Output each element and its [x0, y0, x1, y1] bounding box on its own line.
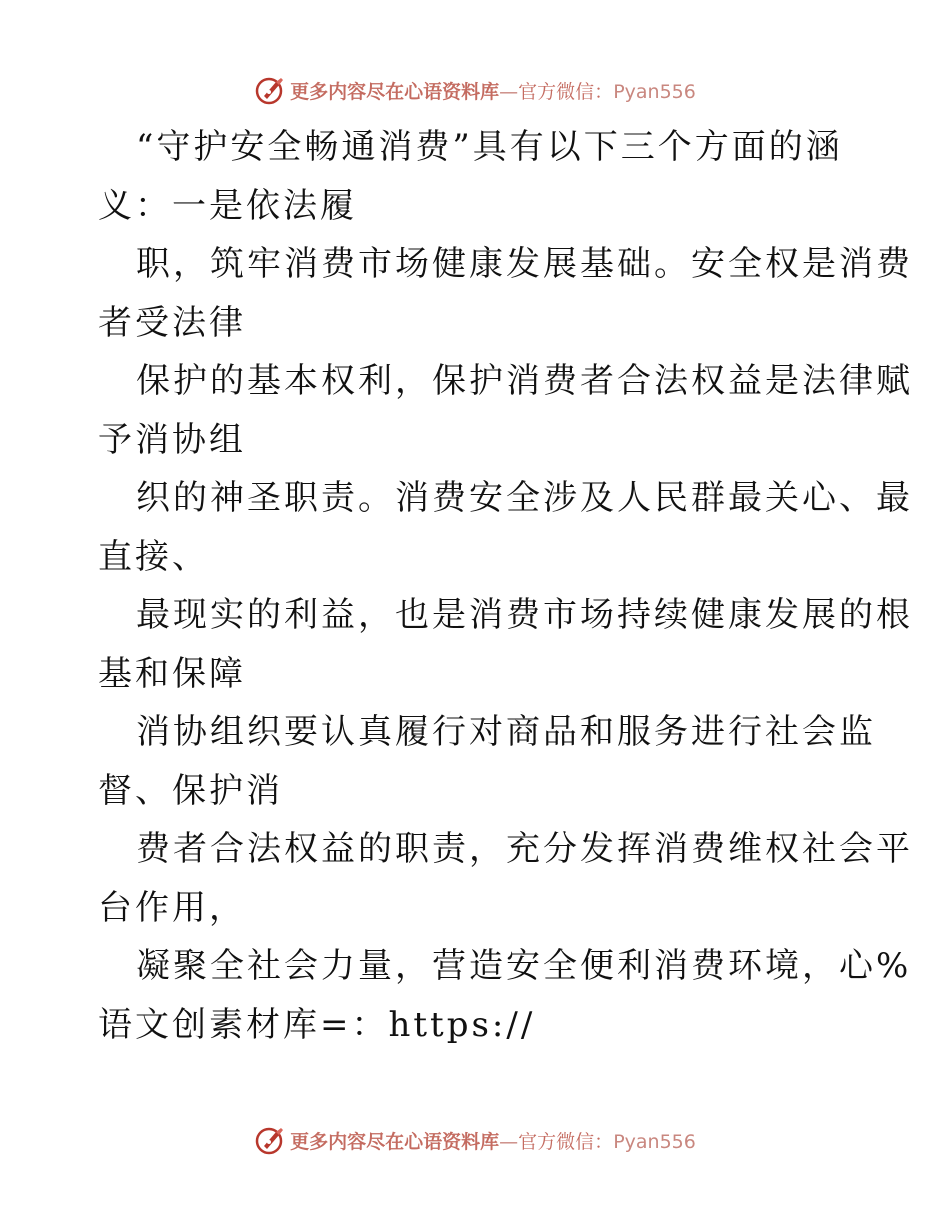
body-line: 予消协组: [98, 419, 246, 460]
footer-banner: [0, 1120, 950, 1160]
body-line: 织的神圣职责。消费安全涉及人民群最关心、最: [136, 478, 913, 518]
footer-banner-text: [290, 1127, 696, 1154]
pen-nib-logo-icon: [254, 1124, 286, 1156]
body-line: 语文创素材库=：https://: [98, 1004, 536, 1045]
body-line: 者受法律: [98, 302, 246, 343]
body-line: 督、保护消: [98, 770, 283, 811]
body-line: 消协组织要认真履行对商品和服务进行社会监: [136, 712, 876, 752]
body-line: 基和保障: [98, 653, 246, 694]
body-line: 直接、: [98, 536, 209, 577]
body-line: “守护安全畅通消费”具有以下三个方面的涵: [136, 127, 843, 167]
header-banner: [0, 70, 950, 110]
header-dash: —: [499, 80, 519, 103]
body-line: 台作用，: [98, 887, 246, 928]
footer-dash: —: [499, 1130, 519, 1153]
document-body: [98, 118, 913, 1054]
body-line: 凝聚全社会力量，营造安全便利消费环境，心%: [136, 946, 912, 986]
pen-nib-logo-icon: [254, 74, 286, 106]
body-line: 职，筑牢消费市场健康发展基础。安全权是消费: [136, 244, 913, 284]
body-line: 保护的基本权利，保护消费者合法权益是法律赋: [136, 361, 913, 401]
header-wechat-handle: Pyan556: [613, 80, 696, 103]
body-line: 最现实的利益，也是消费市场持续健康发展的根: [136, 595, 913, 635]
body-line: 义：一是依法履: [98, 185, 357, 226]
header-lead-text: 更多内容尽在心语资料库: [290, 80, 500, 103]
header-banner-text: [290, 77, 696, 104]
header-wechat-label: 官方微信：: [518, 80, 614, 103]
footer-lead-text: 更多内容尽在心语资料库: [290, 1130, 500, 1153]
footer-wechat-label: 官方微信：: [518, 1130, 614, 1153]
footer-wechat-handle: Pyan556: [613, 1130, 696, 1153]
body-line: 费者合法权益的职责，充分发挥消费维权社会平: [136, 829, 913, 869]
